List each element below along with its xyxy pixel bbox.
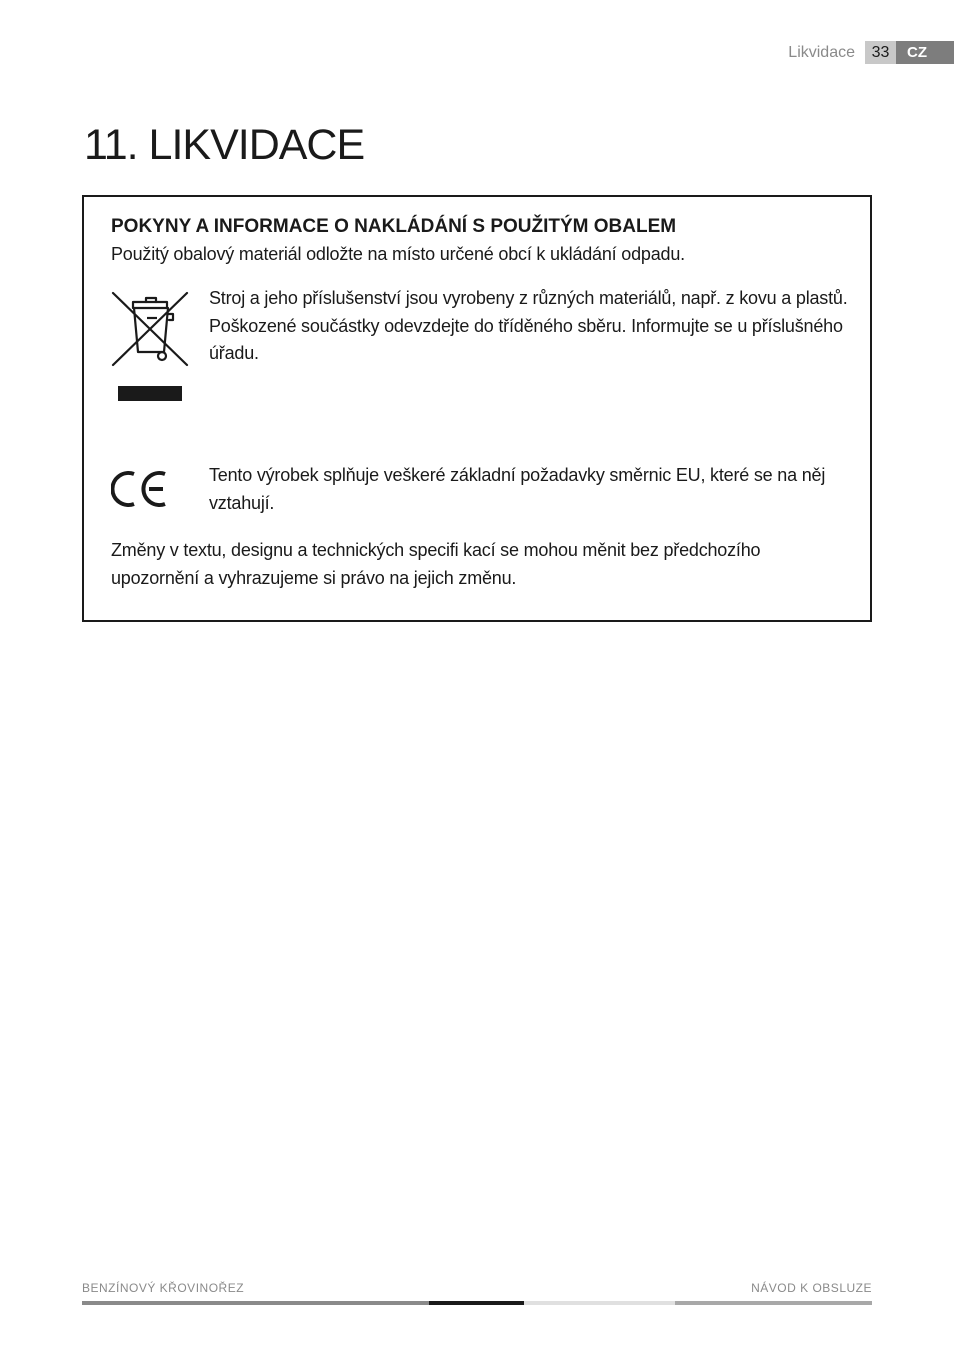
weee-disposal-text: Stroj a jeho příslušenství jsou vyrobeny z různých materiálů, např. z kovu a plastů. Poškozené součástky odevzdejte do tříděného sběru. Informujte se u příslušného úřadu.: [209, 288, 848, 363]
footer-bar-segment-mid: [675, 1301, 872, 1305]
footer-product-name: BENZÍNOVÝ KŘOVINOŘEZ: [82, 1281, 245, 1295]
header-language-tab: CZ: [896, 41, 954, 64]
header-page-number: 33: [865, 41, 896, 64]
packaging-text: Použitý obalový materiál odložte na místo určené obcí k ukládání odpadu.: [111, 244, 685, 264]
page-header: [788, 41, 954, 64]
header-section-name: Likvidace: [788, 44, 855, 61]
ce-mark-icon: [111, 469, 169, 509]
box-heading: POKYNY A INFORMACE O NAKLÁDÁNÍ S POUŽITÝM OBALEM: [111, 216, 677, 237]
disposal-info-box: [82, 195, 872, 622]
footer-bar-segment-gray: [82, 1301, 429, 1305]
page-title: 11. LIKVIDACE: [84, 121, 365, 169]
footer-bar-segment-dark: [429, 1301, 524, 1305]
crossed-out-wheelie-bin-icon: [110, 290, 190, 402]
ce-conformity-text: Tento výrobek splňuje veškeré základní požadavky směrnic EU, které se na něj vztahují.: [209, 465, 826, 513]
footer-divider-bar: [82, 1301, 872, 1305]
changes-disclaimer-text: Změny v textu, designu a technických specifi kací se mohou měnit bez předchozího upozornění a vyhrazujeme si právo na jejich změnu.: [111, 540, 761, 588]
footer-manual-name: NÁVOD K OBSLUZE: [751, 1281, 872, 1295]
footer-bar-segment-light: [524, 1301, 675, 1305]
